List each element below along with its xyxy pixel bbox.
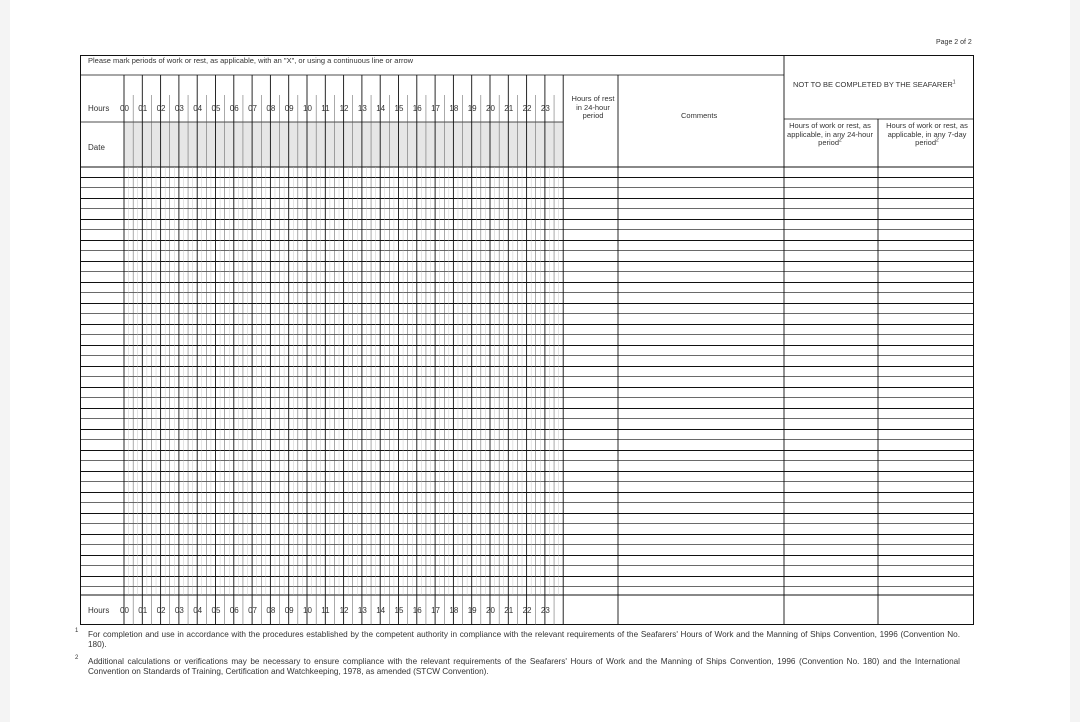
hour-label-02: 02 (156, 104, 166, 113)
hour-label-05: 05 (211, 104, 221, 113)
hours-of-rest-header: Hours of rest in 24-hour period (571, 94, 615, 121)
hour-label-01: 01 (138, 104, 148, 113)
hour-label-13: 13 (357, 606, 367, 615)
hour-label-17: 17 (431, 104, 440, 113)
hour-label-00: 00 (120, 606, 129, 615)
hour-label-03: 03 (174, 104, 184, 113)
hour-label-13: 13 (357, 104, 367, 113)
hour-label-08: 08 (266, 104, 276, 113)
hours-label-top: Hours (88, 104, 110, 113)
work-rest-7day-header: Hours of work or rest, as applicable, in any 7-day period$^2$ (886, 121, 968, 148)
hours-label-bottom: Hours (88, 606, 110, 615)
hour-label-01: 01 (138, 606, 148, 615)
work-rest-24h-header: Hours of work or rest, as applicable, in any 24-hour period$^2$ (787, 121, 873, 148)
hour-label-20: 20 (486, 606, 495, 615)
hour-label-15: 15 (394, 104, 404, 113)
hour-label-07: 07 (248, 606, 257, 615)
footnote-2: 2 Additional calculations or verifications may be necessary to ensure compliance with the relevant requirements of the Seafarers' Hours of Work and the Manning of Ships Convention, 1996 (Convention No. 180) and the International Convention on Standards of Training, Certification and Watchkeeping, 1978, as amended (STCW Convention). (75, 655, 960, 676)
hour-label-11: 11 (321, 606, 330, 615)
instruction-text: Please mark periods of work or rest, as applicable, with an "X", or using a continuous line or arrow (88, 56, 414, 65)
hour-label-09: 09 (284, 104, 294, 113)
hour-label-18: 18 (449, 606, 459, 615)
page-number: Page 2 of 2 (936, 39, 972, 46)
hour-label-19: 19 (467, 606, 477, 615)
hour-label-14: 14 (376, 606, 386, 615)
hour-label-21: 21 (504, 606, 514, 615)
hour-label-22: 22 (522, 104, 532, 113)
hour-label-05: 05 (211, 606, 221, 615)
hour-label-10: 10 (303, 606, 312, 615)
hour-label-02: 02 (156, 606, 166, 615)
hour-label-12: 12 (339, 104, 349, 113)
hour-label-06: 06 (229, 104, 239, 113)
hour-label-23: 23 (540, 606, 550, 615)
form-page (10, 0, 1070, 722)
hour-label-16: 16 (412, 104, 422, 113)
hour-label-00: 00 (120, 104, 129, 113)
hour-label-16: 16 (412, 606, 422, 615)
hour-label-18: 18 (449, 104, 459, 113)
hour-label-19: 19 (467, 104, 477, 113)
hour-label-04: 04 (193, 606, 203, 615)
hour-label-20: 20 (486, 104, 495, 113)
date-label: Date (88, 143, 105, 152)
hour-label-14: 14 (376, 104, 386, 113)
hour-label-12: 12 (339, 606, 349, 615)
hour-label-11: 11 (321, 104, 330, 113)
hour-label-23: 23 (540, 104, 550, 113)
hour-label-03: 03 (174, 606, 184, 615)
hours-of-rest-form (80, 55, 974, 625)
comments-header: Comments (681, 111, 718, 120)
hour-label-04: 04 (193, 104, 203, 113)
hour-label-06: 06 (229, 606, 239, 615)
hour-label-10: 10 (303, 104, 312, 113)
hour-label-15: 15 (394, 606, 404, 615)
hour-label-21: 21 (504, 104, 514, 113)
not-completed-header: NOT TO BE COMPLETED BY THE SEAFARER$^1$ (793, 79, 956, 89)
hour-label-22: 22 (522, 606, 532, 615)
hour-label-08: 08 (266, 606, 276, 615)
hour-label-17: 17 (431, 606, 440, 615)
footnote-1: 1 For completion and use in accordance with the procedures established by the competent authority in compliance with the relevant requirements of the Seafarers' Hours of Work and the Manning of Ships Convention, 1996 (Convention No. 180). (75, 628, 960, 649)
hour-label-07: 07 (248, 104, 257, 113)
hour-label-09: 09 (284, 606, 294, 615)
